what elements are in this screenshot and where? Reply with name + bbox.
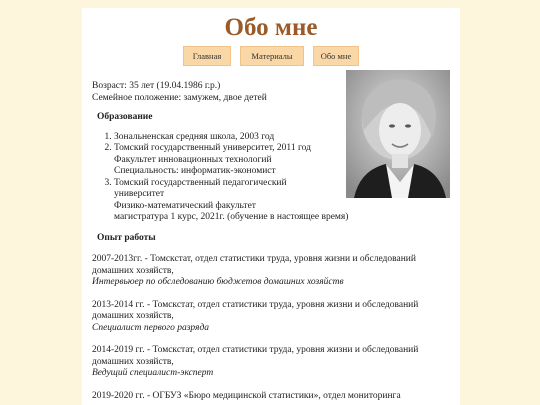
- job-line: 2014-2019 гг. - Томскстат, отдел статистики труда, уровня жизни и обследований: [92, 345, 419, 355]
- education-line: 1. Зональненская средняя школа, 2003 год: [114, 131, 275, 142]
- page-title: Обо мне: [224, 14, 318, 41]
- education-item: [114, 132, 452, 144]
- education-line: Специальность: информатик-экономист: [114, 166, 276, 176]
- job-line: домашних хозяйств,: [92, 356, 174, 367]
- education-line: университет: [114, 189, 165, 199]
- nav-home-button[interactable]: Главная: [183, 46, 231, 66]
- content-area: [92, 81, 452, 405]
- education-line: Факультет инновационных технологий: [114, 154, 272, 165]
- job-entry: [92, 345, 452, 380]
- job-line: 2013-2014 гг. - Томскстат, отдел статистики труда, уровня жизни и обследований: [92, 299, 419, 310]
- job-role: Специалист первого разряда: [92, 322, 209, 333]
- job-line: 2019-2020 гг. - ОГБУЗ «Бюро медицинской статистики», отдел мониторинга: [92, 390, 401, 401]
- job-role: Интервьюер по обследованию бюджетов домашних хозяйств: [92, 277, 344, 287]
- job-entry: [92, 391, 452, 403]
- education-line: 3. Томский государственный педагогический: [114, 177, 287, 188]
- education-list: [92, 132, 452, 224]
- nav-materials-button[interactable]: Материалы: [240, 46, 304, 66]
- education-line: 2. Томский государственный университет, 2011 год: [114, 143, 311, 153]
- page-container: [82, 8, 460, 405]
- education-item: [114, 143, 452, 178]
- education-heading: Образование: [97, 112, 153, 122]
- education-line: Физико-математический факультет: [114, 200, 256, 211]
- experience-heading: Опыт работы: [97, 232, 156, 243]
- nav-about-button[interactable]: Обо мне: [313, 46, 359, 66]
- education-item: [114, 178, 452, 224]
- education-line: магистратура 1 курс, 2021г. (обучение в настоящее время): [114, 212, 349, 222]
- family-status-text: Семейное положение: замужем, двое детей: [92, 92, 267, 103]
- age-text: Возраст: 35 лет (19.04.1986 г.р.): [92, 81, 221, 91]
- job-entry: [92, 300, 452, 335]
- job-line: 2007-2013гг. - Томскстат, отдел статистики труда, уровня жизни и обследований: [92, 254, 416, 264]
- nav-bar: [82, 46, 460, 66]
- job-line: домашних хозяйств,: [92, 311, 174, 321]
- job-entry: [92, 254, 452, 289]
- job-role: Ведущий специалист-эксперт: [92, 368, 214, 378]
- job-line: домашних хозяйств,: [92, 265, 174, 276]
